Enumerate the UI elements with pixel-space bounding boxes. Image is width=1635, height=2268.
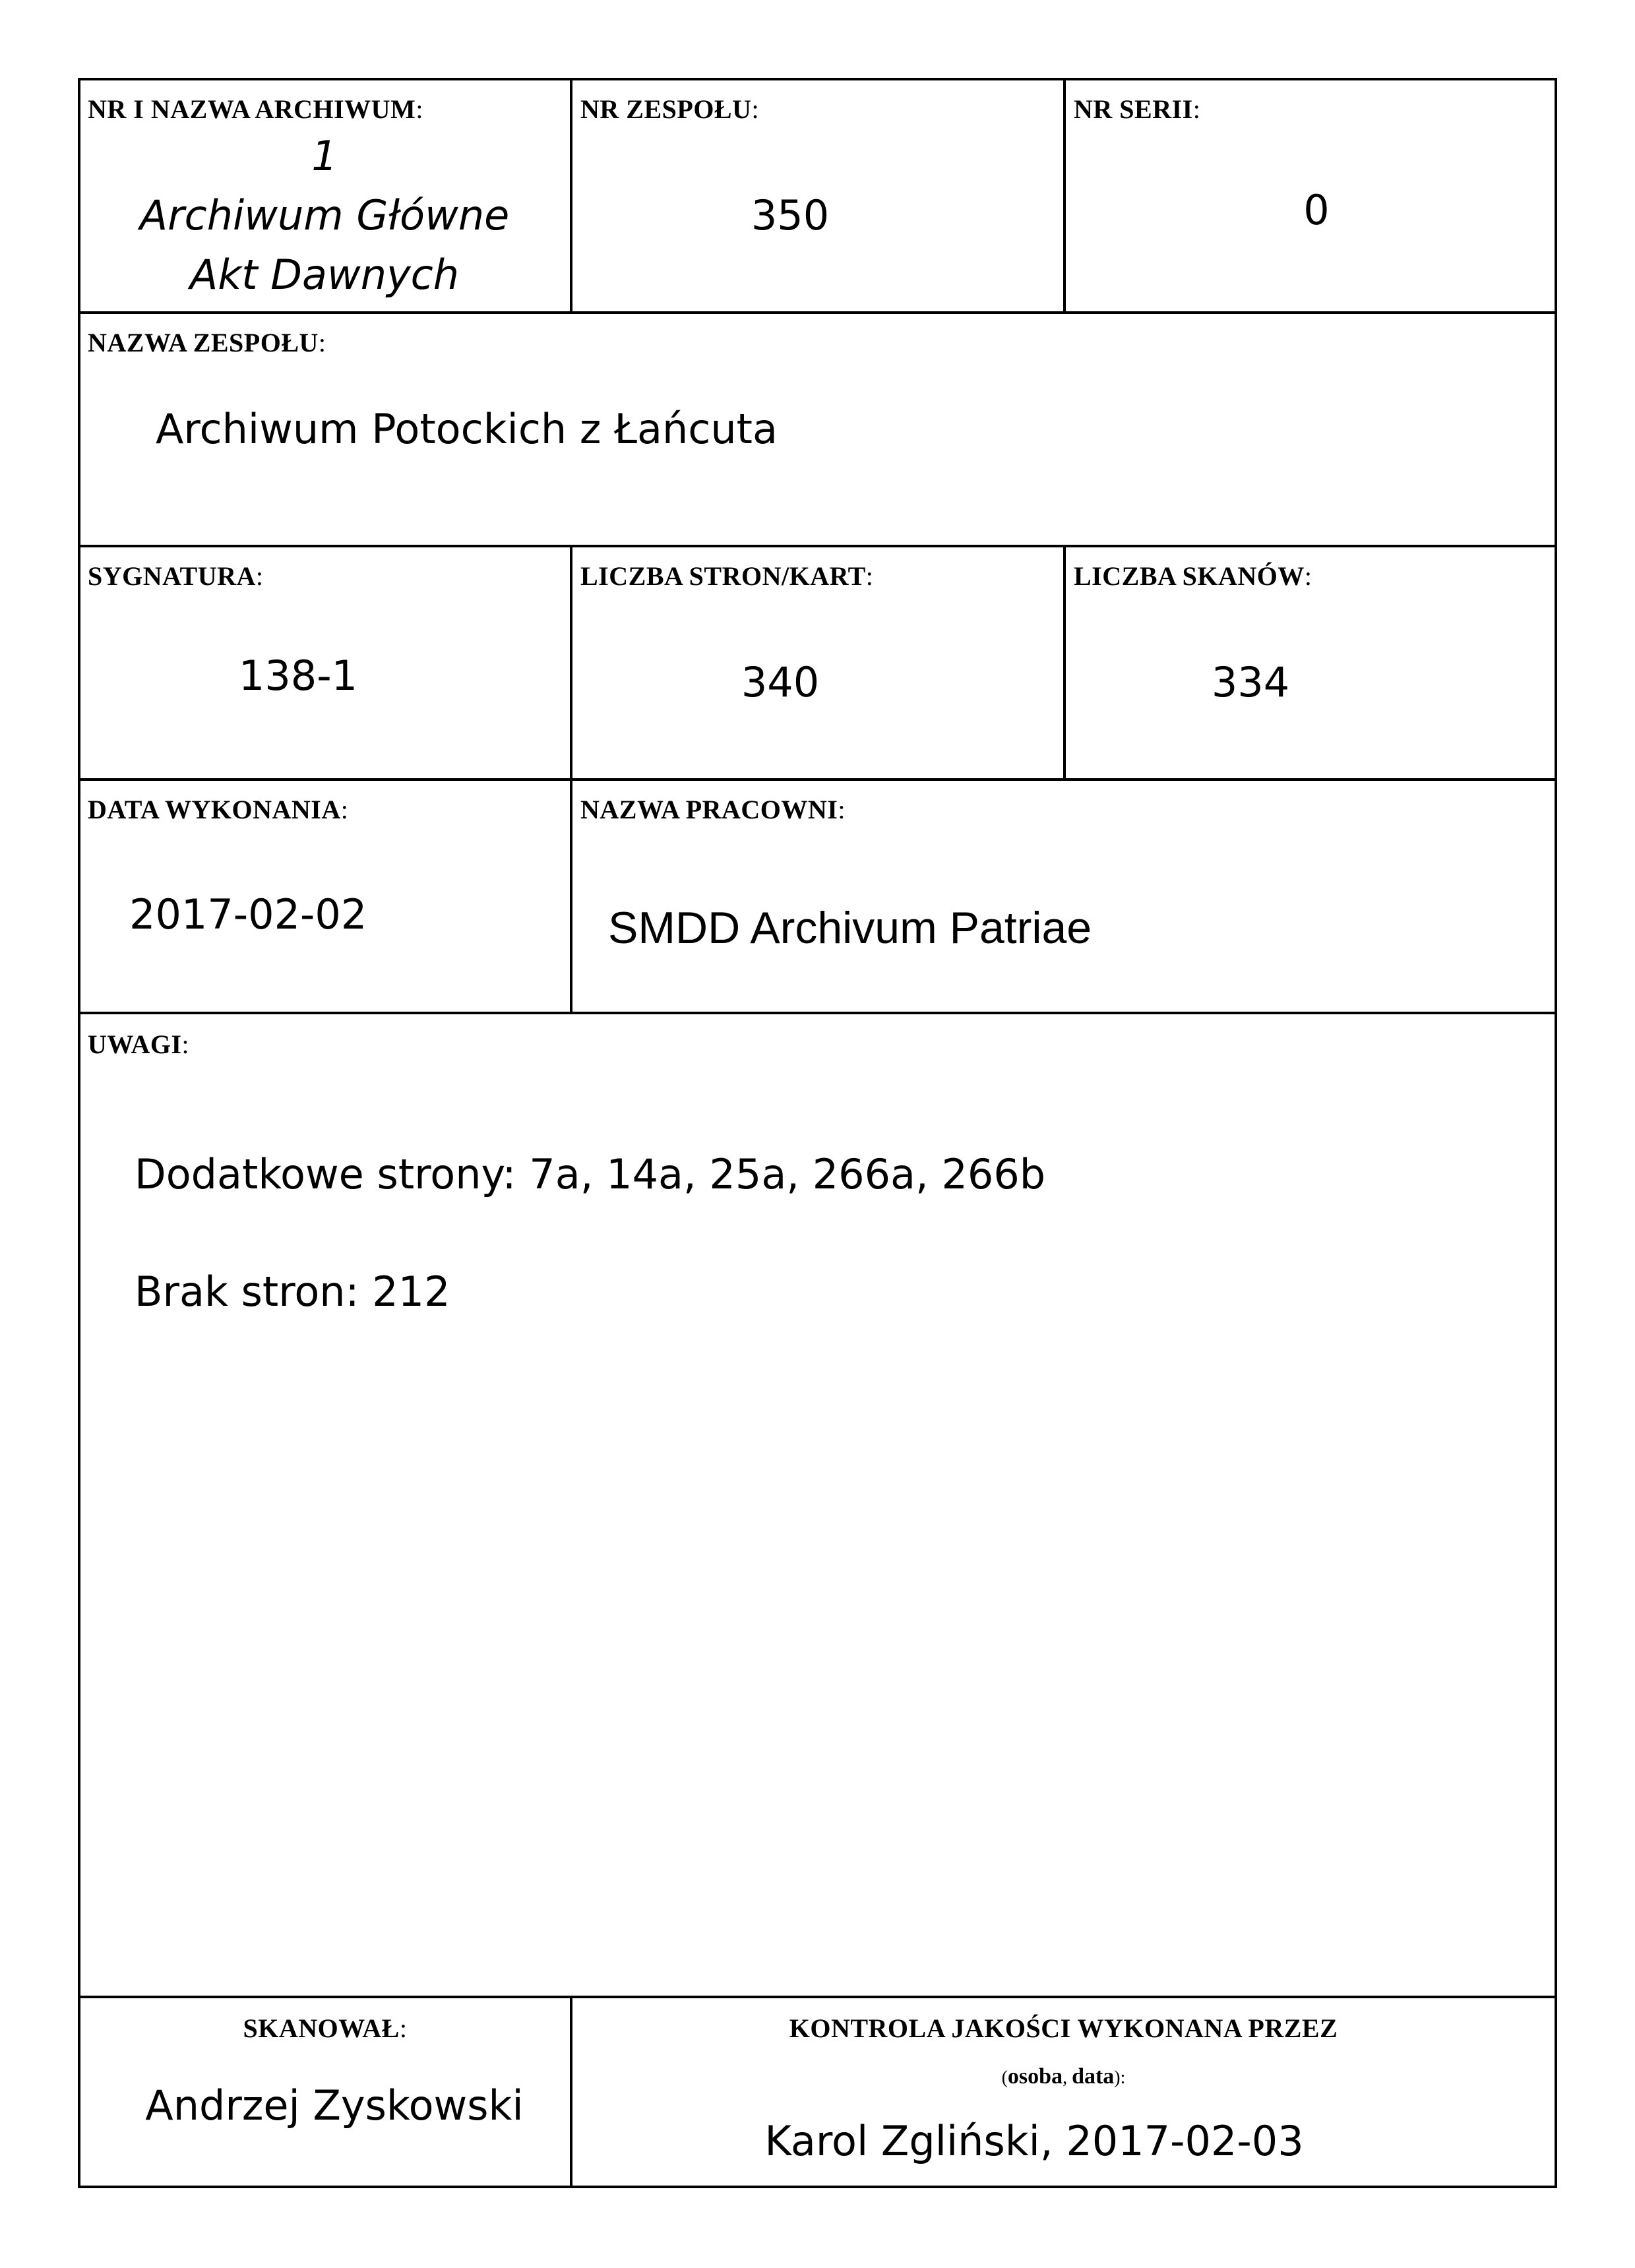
date-label: DATA WYKONANIA: xyxy=(88,795,349,824)
row-divider-4 xyxy=(78,1012,1557,1014)
fonds-number-value: 350 xyxy=(751,191,830,239)
fonds-number-label: NR ZESPOŁU: xyxy=(580,94,760,124)
series-label: NR SERII: xyxy=(1074,94,1201,124)
signature-label: SYGNATURA: xyxy=(88,561,264,591)
pages-value: 340 xyxy=(741,658,820,706)
remarks-label: UWAGI: xyxy=(88,1029,190,1059)
form-frame xyxy=(78,78,1557,2188)
row-divider-2 xyxy=(78,545,1557,547)
workshop-label: NAZWA PRACOWNI: xyxy=(580,795,846,824)
quality-control-sublabel: (osoba, data): xyxy=(1001,2064,1126,2089)
archive-number: 1 xyxy=(311,132,338,180)
archive-name-line1: Archiwum Główne xyxy=(139,191,510,239)
scans-value: 334 xyxy=(1211,658,1290,706)
fonds-name-value: Archiwum Potockich z Łańcuta xyxy=(156,405,778,453)
remarks-line-2: Brak stron: 212 xyxy=(135,1268,450,1316)
workshop-value: SMDD Archivum Patriae xyxy=(608,903,1092,953)
fonds-name-label: NAZWA ZESPOŁU: xyxy=(88,328,326,357)
remarks-line-1: Dodatkowe strony: 7a, 14a, 25a, 266a, 266b xyxy=(135,1150,1046,1198)
date-value: 2017-02-02 xyxy=(129,890,367,938)
row-divider-3 xyxy=(78,778,1557,781)
row-divider-5 xyxy=(78,1996,1557,1998)
archive-label: NR I NAZWA ARCHIWUM: xyxy=(88,94,423,124)
row-divider-1 xyxy=(78,311,1557,314)
col-divider-r4 xyxy=(570,778,572,1013)
scans-label: LICZBA SKANÓW: xyxy=(1074,561,1312,591)
scanned-value: Andrzej Zyskowski xyxy=(145,2081,524,2130)
pages-label: LICZBA STRON/KART: xyxy=(580,561,874,591)
signature-value: 138-1 xyxy=(238,652,358,700)
scanned-label: SKANOWAŁ: xyxy=(243,2013,408,2043)
quality-control-label: KONTROLA JAKOŚCI WYKONANA PRZEZ xyxy=(789,2013,1338,2043)
archive-name-line2: Akt Dawnych xyxy=(189,251,460,299)
series-value: 0 xyxy=(1303,186,1330,234)
quality-control-value: Karol Zgliński, 2017-02-03 xyxy=(764,2117,1304,2165)
